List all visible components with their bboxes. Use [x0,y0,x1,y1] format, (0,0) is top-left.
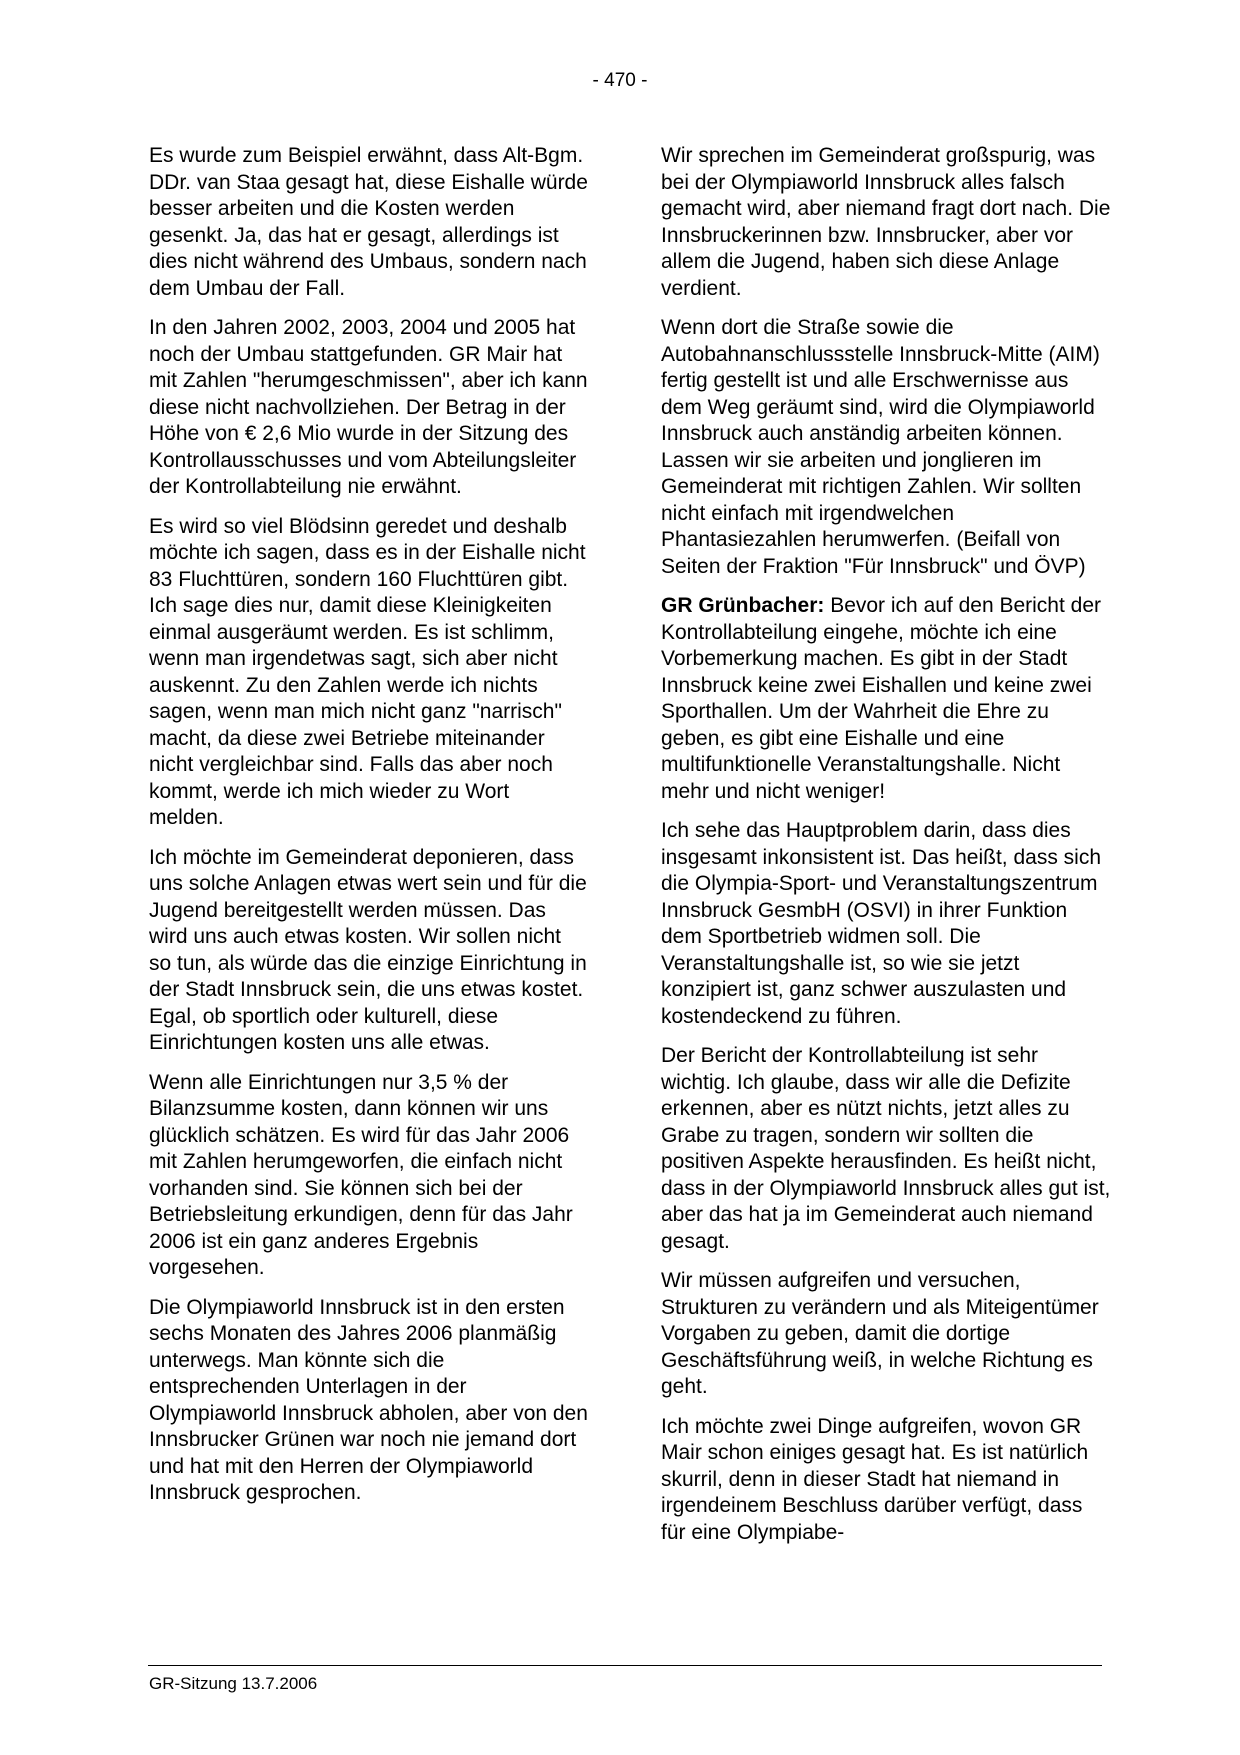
speaker-name: GR Grünbacher: [661,594,825,617]
paragraph: In den Jahren 2002, 2003, 2004 und 2005 hat noch der Umbau stattgefunden. GR Mair hat mit Zahlen "herumgeschmissen", aber ich kann diese nicht nachvollziehen. Der Betrag in der Höhe von € 2,6 Mio wurde in der Sitzung des Kontrollausschusses und vom Abteilungsleiter der Kontrollabteilung nie erwähnt. [149,316,588,498]
paragraph: Die Olympiaworld Innsbruck ist in den ersten sechs Monaten des Jahres 2006 planmäßig unterwegs. Man könnte sich die entsprechenden Unterlagen in der Olympiaworld Innsbruck abholen, aber von den Innsbrucker Grünen war noch nie jemand dort und hat mit den Herren der Olympiaworld Innsbruck gesprochen. [149,1295,588,1504]
paragraph: Es wird so viel Blödsinn geredet und deshalb möchte ich sagen, dass es in der Eishalle nicht 83 Fluchttüren, sondern 160 Fluchttüren gibt. Ich sage dies nur, damit diese Kleinigkeiten einmal ausgeräumt werden. Es ist schlimm, wenn man irgendetwas sagt, sich aber nicht auskennt. Zu den Zahlen werde ich nichts sagen, wenn man mich nicht ganz "narrisch" macht, da diese zwei Betriebe miteinander nicht vergleichbar sind. Falls das aber noch kommt, werde ich mich wieder zu Wort melden. [149,514,586,829]
right-column [661,143,1111,1559]
page-number: - 470 - [592,70,648,91]
paragraph: Wir sprechen im Gemeinderat großspurig, was bei der Olympiaworld Innsbruck alles falsch gemacht wird, aber niemand fragt dort nach. Die Innsbruckerinnen bzw. Innsbrucker, aber vor allem die Jugend, haben sich diese Anlage verdient. [661,144,1111,300]
footer-divider [148,1665,1102,1666]
paragraph: Der Bericht der Kontrollabteilung ist sehr wichtig. Ich glaube, dass wir alle die Defizite erkennen, aber es nützt nichts, jetzt alles zu Grabe zu tragen, sondern wir sollten die positiven Aspekte herausfinden. Es heißt nicht, dass in der Olympiaworld Innsbruck alles gut ist, aber das hat ja im Gemeinderat auch niemand gesagt. [661,1044,1111,1253]
paragraph: Ich sehe das Hauptproblem darin, dass dies insgesamt inkonsistent ist. Das heißt, dass sich die Olympia-Sport- und Veranstaltungszentrum Innsbruck GesmbH (OSVI) in ihrer Funktion dem Sportbetrieb widmen soll. Die Veranstaltungshalle ist, so wie sie jetzt konzipiert ist, ganz schwer auszulasten und kostendeckend zu führen. [661,819,1102,1028]
speaker-text: Bevor ich auf den Bericht der Kontrollabteilung eingehe, möchte ich eine Vorbemerkung machen. Es gibt in der Stadt Innsbruck keine zwei Eishallen und keine zwei Sporthallen. Um der Wahrheit die Ehre zu geben, es gibt eine Eishalle und eine multifunktionelle Veranstaltungshalle. Nicht mehr und nicht weniger! [661,594,1102,803]
paragraph: Wenn dort die Straße sowie die Autobahnanschlussstelle Innsbruck-Mitte (AIM) fertig gestellt ist und alle Erschwernisse aus dem Weg geräumt sind, wird die Olympiaworld Innsbruck auch anständig arbeiten können. Lassen wir sie arbeiten und jonglieren im Gemeinderat mit richtigen Zahlen. Wir sollten nicht einfach mit irgendwelchen Phantasiezahlen herumwerfen. (Beifall von Seiten der Fraktion "Für Innsbruck" und ÖVP) [661,316,1100,578]
paragraph: Wir müssen aufgreifen und versuchen, Strukturen zu verändern und als Miteigentümer Vorgaben zu geben, damit die dortige Geschäftsführung weiß, in welche Richtung es geht. [661,1269,1099,1398]
paragraph: Ich möchte zwei Dinge aufgreifen, wovon GR Mair schon einiges gesagt hat. Es ist natürlich skurril, denn in dieser Stadt hat niemand in irgendeinem Beschluss darüber verfügt, dass für eine Olympiabe- [661,1414,1089,1544]
paragraph: Ich möchte im Gemeinderat deponieren, dass uns solche Anlagen etwas wert sein und für die Jugend bereitgestellt werden müssen. Das wird uns auch etwas kosten. Wir sollen nicht so tun, als würde das die einzige Einrichtung in der Stadt Innsbruck sein, die uns etwas kostet. Egal, ob sportlich oder kulturell, diese Einrichtungen kosten uns alle etwas. [149,845,587,1054]
footer-text: GR-Sitzung 13.7.2006 [149,1674,318,1693]
paragraph: Es wurde zum Beispiel erwähnt, dass Alt-Bgm. DDr. van Staa gesagt hat, diese Eishalle würde besser arbeiten und die Kosten werden gesenkt. Ja, das hat er gesagt, allerdings ist dies nicht während des Umbaus, sondern nach dem Umbau der Fall. [149,144,588,300]
speaker-paragraph [661,593,1111,805]
left-column [149,143,589,1520]
paragraph: Wenn alle Einrichtungen nur 3,5 % der Bilanzsumme kosten, dann können wir uns glücklich schätzen. Es wird für das Jahr 2006 mit Zahlen herumgeworfen, die einfach nicht vorhanden sind. Sie können sich bei der Betriebsleitung erkundigen, denn für das Jahr 2006 ist ein ganz anderes Ergebnis vorgesehen. [149,1070,573,1279]
